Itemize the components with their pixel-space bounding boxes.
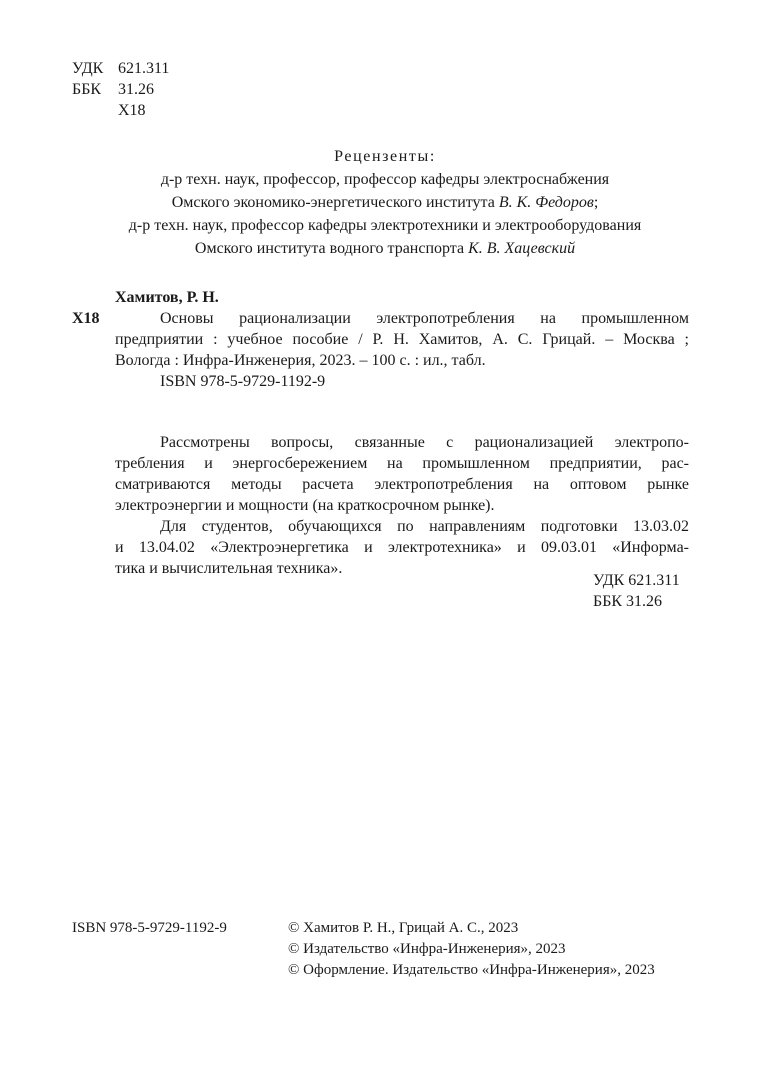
reviewer-2-name: К. В. Хацевский bbox=[468, 240, 576, 257]
author-sign-row bbox=[72, 100, 169, 121]
biblio-line-3: Вологда : Инфра-Инженерия, 2023. – 100 с. : ил., табл. bbox=[115, 352, 486, 369]
reviewer-1-name: В. К. Федоров bbox=[498, 194, 594, 211]
copyright-design: © Оформление. Издательство «Инфра-Инженерия», 2023 bbox=[288, 962, 655, 978]
reviewer-2-institute: Омского института водного транспорта bbox=[194, 240, 469, 257]
biblio-author: Хамитов, Р. Н. bbox=[115, 289, 219, 306]
reviewer-2-line-1: д-р техн. наук, профессор кафедры электротехники и электрооборудования bbox=[128, 217, 642, 234]
copyright-block bbox=[288, 918, 655, 981]
classification-codes-bottom bbox=[593, 570, 680, 612]
udk-label: УДК bbox=[72, 60, 104, 77]
copyright-publisher: © Издательство «Инфра-Инженерия», 2023 bbox=[288, 941, 566, 957]
bbk-label: ББК bbox=[72, 81, 102, 98]
footer-isbn: ISBN 978-5-9729-1192-9 bbox=[72, 920, 227, 936]
reviewer-1-institute: Омского экономико-энергетического института bbox=[171, 194, 499, 211]
annotation-p1-line-3: сматриваются методы расчета электропотребления на оптовом рынке bbox=[115, 476, 689, 493]
udk-row bbox=[72, 58, 169, 79]
udk-bottom: УДК 621.311 bbox=[593, 572, 680, 589]
reviewers-title: Рецензенты: bbox=[334, 148, 436, 165]
udk-value: 621.311 bbox=[118, 60, 170, 77]
copyright-authors: © Хамитов Р. Н., Грицай А. С., 2023 bbox=[288, 920, 519, 936]
annotation-p2-line-3: тика и вычислительная техника». bbox=[115, 560, 343, 577]
biblio-sign: Х18 bbox=[72, 310, 100, 327]
annotation-p2-line-1: Для студентов, обучающихся по направлениям подготовки 13.03.02 bbox=[160, 518, 689, 535]
annotation-p2-line-2: и 13.04.02 «Электроэнергетика и электротехника» и 09.03.01 «Информа- bbox=[115, 539, 689, 556]
biblio-description bbox=[115, 308, 689, 392]
reviewers-block bbox=[40, 146, 730, 260]
reviewer-1-line-1: д-р техн. наук, профессор, профессор кафедры электроснабжения bbox=[160, 171, 610, 188]
annotation-p1-line-4: электроэнергии и мощности (на краткосрочном рынке). bbox=[115, 497, 495, 514]
biblio-isbn: ISBN 978-5-9729-1192-9 bbox=[160, 373, 326, 390]
reviewer-1-line-2 bbox=[40, 191, 730, 214]
biblio-line-1: Основы рационализации электропотребления на промышленном bbox=[160, 310, 689, 327]
bbk-bottom: ББК 31.26 bbox=[593, 593, 663, 610]
annotation-p1-line-1: Рассмотрены вопросы, связанные с рационализацией электропо- bbox=[160, 434, 689, 451]
annotation-p1-line-2: требления и энергосбережением на промышленном предприятии, рас- bbox=[115, 455, 689, 472]
reviewer-1-punct: ; bbox=[593, 194, 599, 211]
classification-codes bbox=[72, 58, 169, 121]
bbk-row bbox=[72, 79, 169, 100]
annotation bbox=[115, 432, 689, 579]
biblio-line-2: предприятии : учебное пособие / Р. Н. Хамитов, А. С. Грицай. – Москва ; bbox=[115, 331, 689, 348]
reviewer-2-line-2 bbox=[40, 237, 730, 260]
author-sign: Х18 bbox=[118, 102, 146, 119]
bbk-value: 31.26 bbox=[118, 81, 154, 98]
